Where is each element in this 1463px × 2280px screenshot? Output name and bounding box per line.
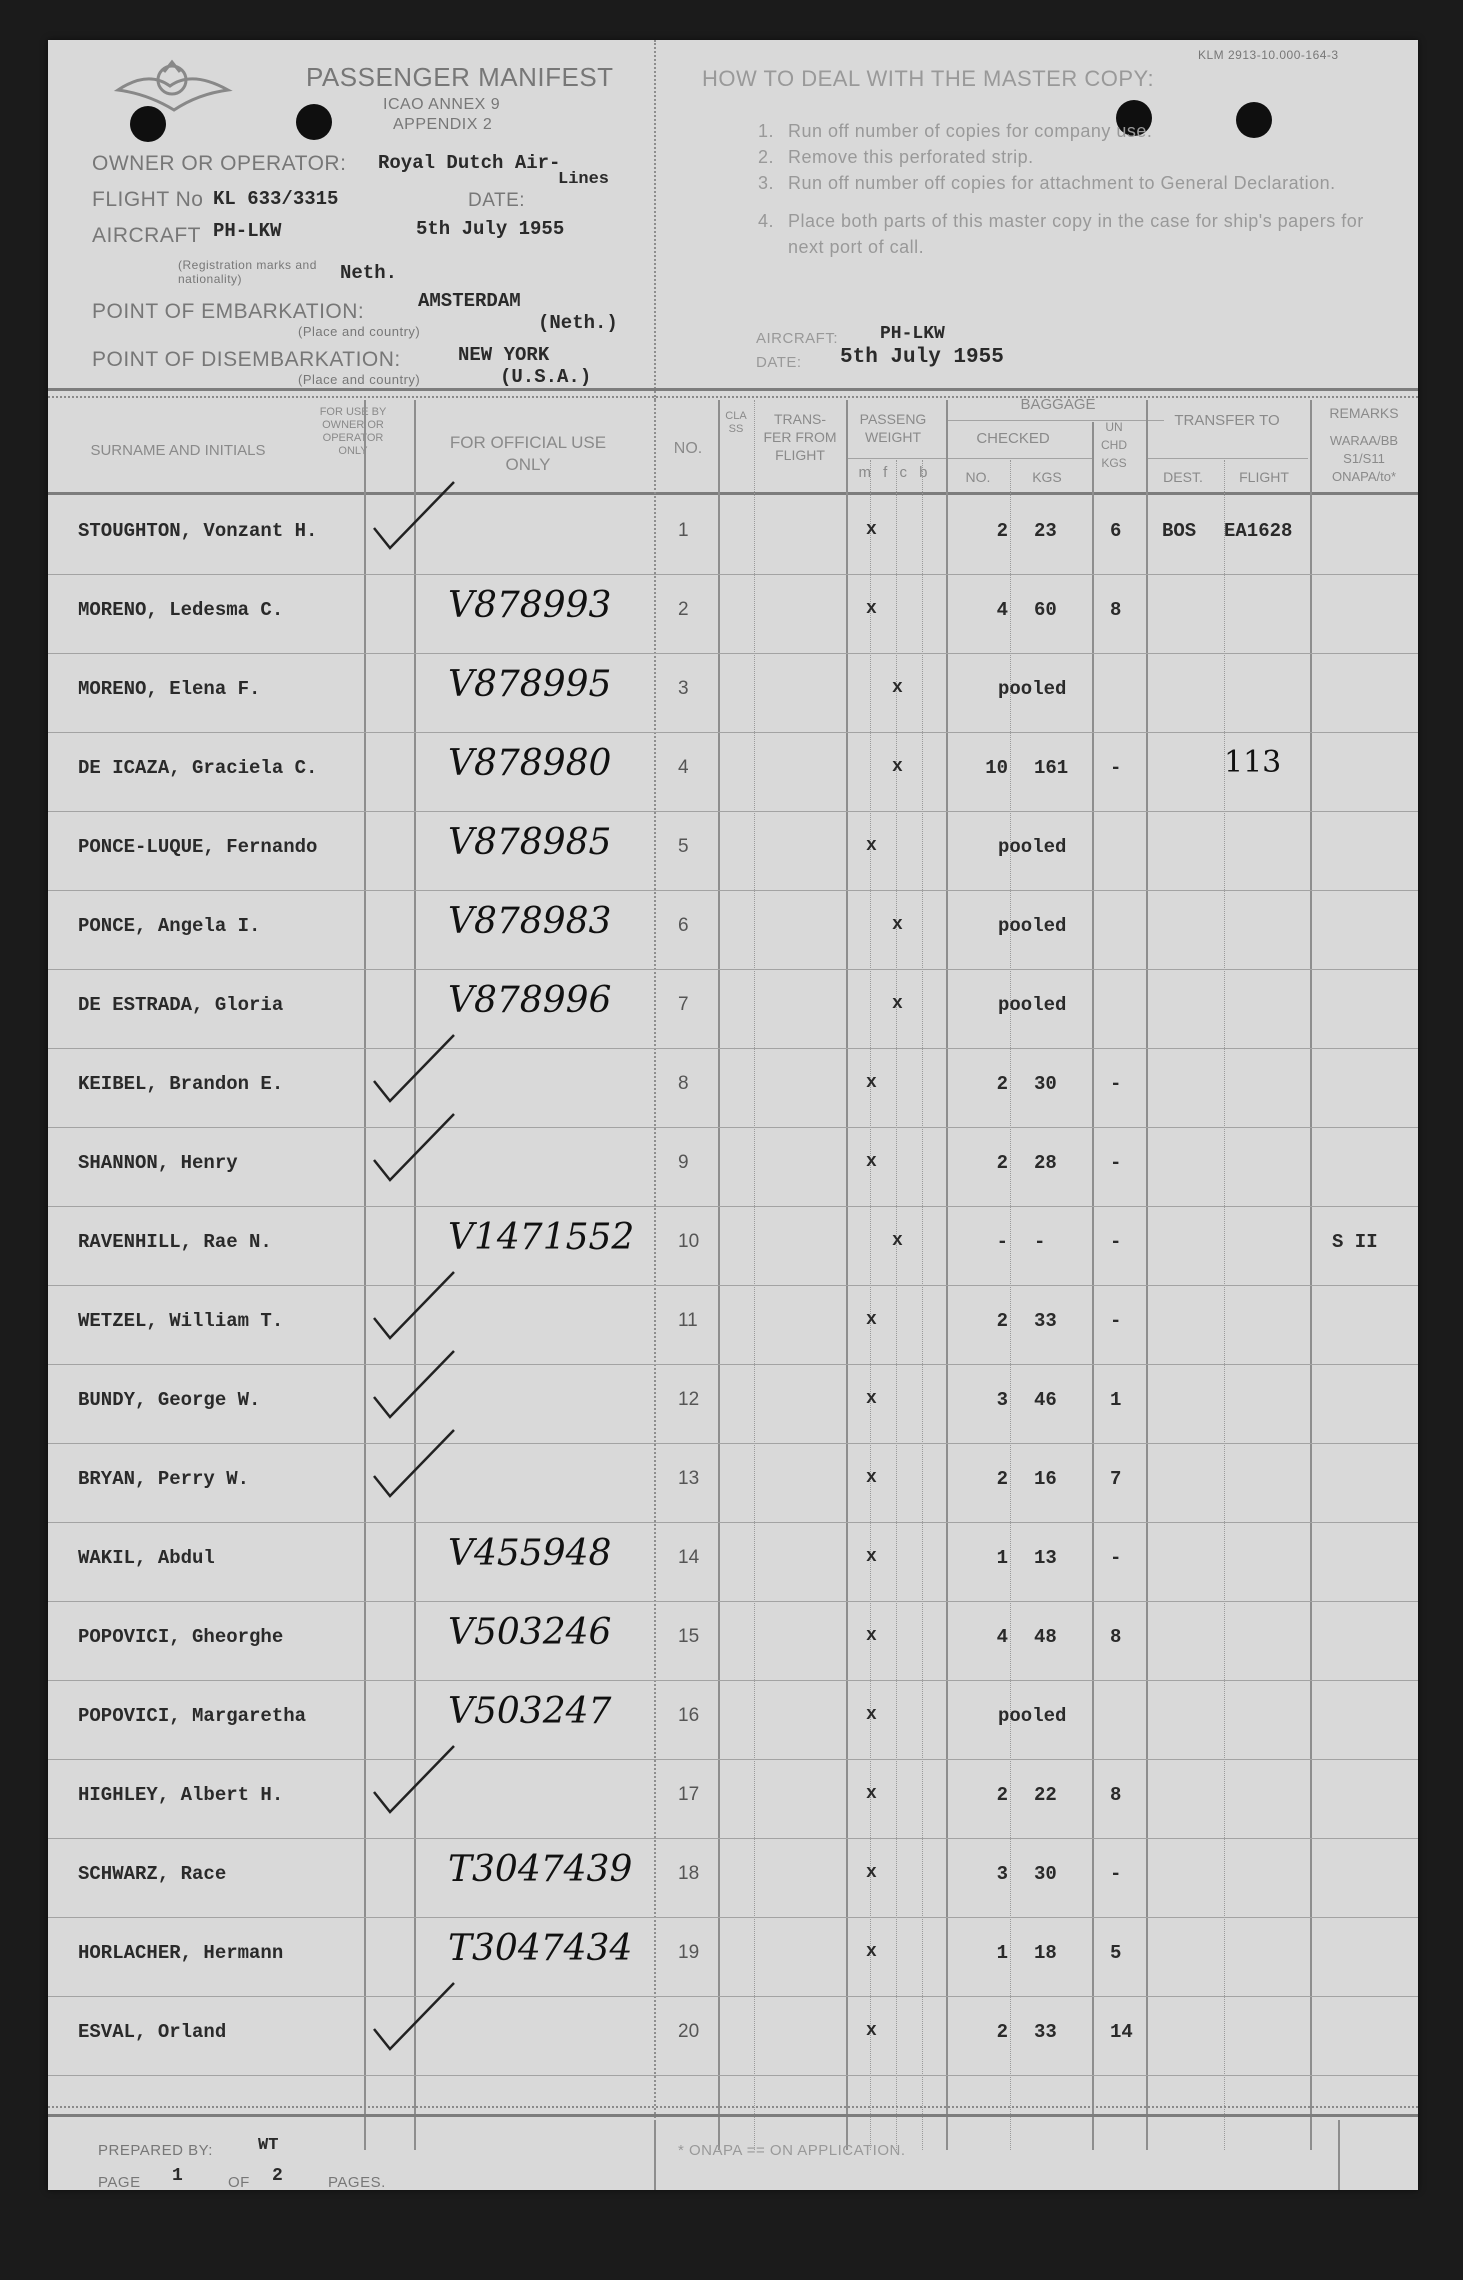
col-transfer-to: TRANSFER TO — [1174, 412, 1280, 429]
page-number: 1 — [172, 2166, 183, 2186]
passport-number: V503246 — [448, 1612, 612, 1653]
table-row — [48, 1128, 1418, 1207]
unchecked-kgs: 6 — [1110, 520, 1122, 542]
weight-mark: x — [866, 1705, 877, 1725]
table-row — [48, 496, 1418, 575]
weight-mark: x — [866, 1863, 877, 1883]
disembarkation-label: POINT OF DISEMBARKATION: — [92, 348, 401, 371]
baggage-count: 2 — [996, 1310, 1008, 1332]
baggage-count: 4 — [996, 599, 1008, 621]
baggage-count: 2 — [996, 1152, 1008, 1174]
col-dest: DEST. — [1163, 469, 1203, 485]
unchecked-kgs: - — [1110, 757, 1122, 779]
col-checked-number: NO. — [965, 469, 991, 485]
instructions-date-label: DATE: — [756, 354, 802, 371]
table-row — [48, 1286, 1418, 1365]
embarkation-country: (Neth.) — [538, 312, 618, 334]
remarks-code: S II — [1332, 1231, 1378, 1253]
owner-value-continued: Lines — [558, 170, 610, 189]
unchecked-kgs: 7 — [1110, 1468, 1122, 1490]
table-row — [48, 654, 1418, 733]
passport-number: T3047439 — [448, 1849, 633, 1890]
weight-mark: x — [866, 1626, 877, 1646]
weight-mark: x — [892, 1231, 903, 1251]
passenger-number: 3 — [678, 678, 689, 699]
passport-number: V878996 — [448, 980, 612, 1021]
table-row — [48, 733, 1418, 812]
nationality-value: Neth. — [340, 262, 398, 284]
passenger-name: RAVENHILL, Rae N. — [78, 1231, 272, 1253]
col-checked: CHECKED — [976, 430, 1050, 447]
aircraft-registration: PH-LKW — [213, 220, 282, 242]
col-passenger-weight: PASSENG WEIGHT — [859, 411, 927, 445]
registration-note: (Registration marks and nationality) — [178, 258, 317, 286]
weight-mark: x — [866, 1784, 877, 1804]
owner-label: OWNER OR OPERATOR: — [92, 152, 347, 175]
baggage-count: 10 — [985, 757, 1008, 779]
table-row — [48, 1839, 1418, 1918]
weight-mark: x — [866, 1152, 877, 1172]
unchecked-kgs: - — [1110, 1310, 1122, 1332]
passenger-number: 6 — [678, 915, 689, 936]
baggage-kgs: pooled — [998, 678, 1067, 700]
baggage-count: 3 — [996, 1389, 1008, 1411]
passenger-number: 14 — [678, 1547, 700, 1568]
col-weight-subcolumns: m f c b — [858, 464, 928, 481]
passport-number: V878980 — [448, 743, 612, 784]
passport-number: V878995 — [448, 664, 612, 705]
table-row — [48, 1207, 1418, 1286]
baggage-kgs: 13 — [1034, 1547, 1057, 1569]
passenger-number: 20 — [678, 2021, 700, 2042]
unchecked-kgs: 8 — [1110, 599, 1122, 621]
baggage-count: 2 — [996, 1073, 1008, 1095]
baggage-kgs: 16 — [1034, 1468, 1057, 1490]
baggage-kgs: 48 — [1034, 1626, 1057, 1648]
passenger-number: 7 — [678, 994, 689, 1015]
passenger-name: KEIBEL, Brandon E. — [78, 1073, 284, 1095]
weight-mark: x — [866, 1389, 877, 1409]
owner-value: Royal Dutch Air- — [378, 152, 561, 174]
disembarkation-country: (U.S.A.) — [500, 366, 592, 388]
passenger-name: BRYAN, Perry W. — [78, 1468, 250, 1490]
table-row — [48, 812, 1418, 891]
baggage-count: - — [996, 1231, 1008, 1253]
instruction-item: 2. Remove this perforated strip. — [758, 147, 1034, 167]
col-class: CLASS — [725, 410, 747, 435]
weight-mark: x — [892, 678, 903, 698]
col-surname: SURNAME AND INITIALS — [90, 442, 266, 459]
place-note: (Place and country) — [298, 372, 421, 387]
perforation-line — [654, 40, 656, 400]
appendix: APPENDIX 2 — [393, 116, 493, 133]
aircraft-label: AIRCRAFT — [92, 224, 201, 247]
page-label: PAGE — [98, 2174, 141, 2190]
baggage-kgs: 28 — [1034, 1152, 1057, 1174]
passenger-name: PONCE-LUQUE, Fernando — [78, 836, 318, 858]
passenger-name: ESVAL, Orland — [78, 2021, 227, 2043]
weight-mark: x — [866, 1468, 877, 1488]
passenger-name: HORLACHER, Hermann — [78, 1942, 284, 1964]
baggage-count: 2 — [996, 1468, 1008, 1490]
passenger-name: SHANNON, Henry — [78, 1152, 238, 1174]
manifest-page — [48, 40, 1418, 2190]
passenger-name: SCHWARZ, Race — [78, 1863, 227, 1885]
col-official-use: FOR OFFICIAL USE ONLY — [449, 433, 607, 474]
weight-mark: x — [866, 2021, 877, 2041]
baggage-kgs: pooled — [998, 915, 1067, 937]
passenger-number: 4 — [678, 757, 689, 778]
flight-number: KL 633/3315 — [213, 188, 339, 210]
passenger-name: BUNDY, George W. — [78, 1389, 261, 1411]
transfer-destination: BOS — [1162, 520, 1197, 542]
passenger-name: DE ICAZA, Graciela C. — [78, 757, 318, 779]
table-row — [48, 970, 1418, 1049]
baggage-count: 1 — [996, 1547, 1008, 1569]
manifest-title: PASSENGER MANIFEST — [306, 62, 614, 92]
weight-mark: x — [866, 1547, 877, 1567]
baggage-kgs: 33 — [1034, 2021, 1057, 2043]
passport-number: V878993 — [448, 585, 612, 626]
passport-number: T3047434 — [448, 1928, 633, 1969]
col-number: NO. — [673, 440, 703, 457]
baggage-kgs: pooled — [998, 1705, 1067, 1727]
col-baggage: BAGGAGE — [1020, 396, 1096, 413]
header-rule — [48, 388, 1418, 391]
unchecked-kgs: - — [1110, 1073, 1122, 1095]
col-unchecked-kgs: UN CHD KGS — [1101, 420, 1127, 470]
passenger-number: 19 — [678, 1942, 700, 1963]
passenger-name: MORENO, Ledesma C. — [78, 599, 284, 621]
baggage-kgs: pooled — [998, 836, 1067, 858]
passenger-name: WETZEL, William T. — [78, 1310, 284, 1332]
instructions-aircraft-label: AIRCRAFT: — [756, 330, 839, 347]
date-label: DATE: — [468, 190, 526, 211]
checkmark-icon — [368, 1266, 458, 1346]
passport-number: V878983 — [448, 901, 612, 942]
passenger-number: 2 — [678, 599, 689, 620]
passenger-number: 11 — [678, 1310, 698, 1331]
baggage-kgs: 18 — [1034, 1942, 1057, 1964]
passport-number: V503247 — [448, 1691, 612, 1732]
checkmark-icon — [368, 1424, 458, 1504]
instruction-item: 4. Place both parts of this master copy in the case for ship's papers for next port of call. — [758, 211, 1364, 257]
weight-mark: x — [866, 520, 877, 540]
unchecked-kgs: 1 — [1110, 1389, 1122, 1411]
table-row — [48, 1049, 1418, 1128]
checkmark-icon — [368, 1029, 458, 1109]
of-label: OF — [228, 2174, 250, 2190]
baggage-kgs: 161 — [1034, 757, 1069, 779]
checkmark-icon — [368, 1108, 458, 1188]
weight-mark: x — [866, 1073, 877, 1093]
col-transfer-from: TRANS-FER FROM FLIGHT — [763, 411, 837, 463]
passenger-number: 1 — [678, 520, 689, 541]
checkmark-icon — [368, 1345, 458, 1425]
baggage-count: 3 — [996, 1863, 1008, 1885]
col-remarks-codes: WARAA/BB S1/S11 ONAPA/to* — [1329, 433, 1399, 484]
baggage-count: 4 — [996, 1626, 1008, 1648]
baggage-kgs: 46 — [1034, 1389, 1057, 1411]
passenger-number: 8 — [678, 1073, 689, 1094]
passenger-number: 9 — [678, 1152, 689, 1173]
checkmark-icon — [368, 1740, 458, 1820]
table-row — [48, 575, 1418, 654]
passenger-number: 16 — [678, 1705, 700, 1726]
passenger-name: MORENO, Elena F. — [78, 678, 261, 700]
table-row — [48, 1681, 1418, 1760]
table-row — [48, 1997, 1418, 2076]
instruction-item: 3. Run off number off copies for attachment to General Declaration. — [758, 173, 1336, 193]
unchecked-kgs: - — [1110, 1547, 1122, 1569]
col-checked-kgs: KGS — [1032, 469, 1062, 485]
unchecked-kgs: - — [1110, 1231, 1122, 1253]
unchecked-kgs: 8 — [1110, 1626, 1122, 1648]
unchecked-kgs: - — [1110, 1863, 1122, 1885]
table-row — [48, 1602, 1418, 1681]
passenger-name: PONCE, Angela I. — [78, 915, 261, 937]
weight-mark: x — [892, 994, 903, 1014]
place-note: (Place and country) — [298, 324, 421, 339]
col-remarks: REMARKS — [1329, 405, 1399, 421]
baggage-count: 1 — [996, 1942, 1008, 1964]
weight-mark: x — [866, 599, 877, 619]
passenger-number: 13 — [678, 1468, 700, 1489]
passenger-name: POPOVICI, Margaretha — [78, 1705, 307, 1727]
pages-label: PAGES. — [328, 2174, 386, 2190]
passenger-name: STOUGHTON, Vonzant H. — [78, 520, 318, 542]
punch-hole — [296, 104, 332, 140]
unchecked-kgs: 5 — [1110, 1942, 1122, 1964]
instructions-title: HOW TO DEAL WITH THE MASTER COPY: — [702, 66, 1155, 91]
passport-number: V1471552 — [448, 1217, 635, 1258]
total-pages: 2 — [272, 2166, 283, 2186]
table-row — [48, 1918, 1418, 1997]
onapa-note: * ONAPA == ON APPLICATION. — [678, 2142, 906, 2159]
baggage-count: 2 — [996, 2021, 1008, 2043]
disembarkation-city: NEW YORK — [458, 344, 550, 366]
checkmark-icon — [368, 476, 458, 556]
table-row — [48, 1760, 1418, 1839]
baggage-count: 2 — [996, 520, 1008, 542]
baggage-kgs: 60 — [1034, 599, 1057, 621]
unchecked-kgs: 14 — [1110, 2021, 1133, 2043]
passenger-name: POPOVICI, Gheorghe — [78, 1626, 284, 1648]
unchecked-kgs: - — [1110, 1152, 1122, 1174]
passport-number: V455948 — [448, 1533, 612, 1574]
weight-mark: x — [892, 915, 903, 935]
instructions-aircraft-value: PH-LKW — [880, 324, 945, 344]
baggage-kgs: 23 — [1034, 520, 1057, 542]
embarkation-label: POINT OF EMBARKATION: — [92, 300, 365, 323]
table-row — [48, 1523, 1418, 1602]
baggage-kgs: pooled — [998, 994, 1067, 1016]
passenger-name: WAKIL, Abdul — [78, 1547, 215, 1569]
passenger-name: HIGHLEY, Albert H. — [78, 1784, 284, 1806]
table-row — [48, 1365, 1418, 1444]
col-owner-use: FOR USE BY OWNER OR OPERATOR ONLY — [319, 406, 387, 457]
baggage-kgs: 22 — [1034, 1784, 1057, 1806]
flight-label: FLIGHT No — [92, 188, 204, 211]
header-rule-dotted — [48, 396, 1418, 398]
transfer-flight: 113 — [1224, 745, 1282, 780]
klm-crown-logo-icon — [108, 50, 238, 130]
passenger-table — [48, 496, 1418, 2096]
prepared-by-label: PREPARED BY: — [98, 2142, 213, 2159]
baggage-count: 2 — [996, 1784, 1008, 1806]
weight-mark: x — [892, 757, 903, 777]
passenger-number: 18 — [678, 1863, 700, 1884]
baggage-kgs: 33 — [1034, 1310, 1057, 1332]
passenger-number: 12 — [678, 1389, 700, 1410]
transfer-flight: EA1628 — [1224, 520, 1293, 542]
instructions-date-value: 5th July 1955 — [840, 346, 1004, 369]
instruction-item: 1. Run off number of copies for company use. — [758, 121, 1153, 141]
weight-mark: x — [866, 1942, 877, 1962]
icao-annex: ICAO ANNEX 9 — [383, 96, 501, 113]
baggage-kgs: - — [1034, 1231, 1046, 1253]
table-row — [48, 1444, 1418, 1523]
passenger-number: 5 — [678, 836, 689, 857]
baggage-kgs: 30 — [1034, 1863, 1057, 1885]
passenger-name: DE ESTRADA, Gloria — [78, 994, 284, 1016]
passenger-number: 15 — [678, 1626, 700, 1647]
weight-mark: x — [866, 836, 877, 856]
date-value: 5th July 1955 — [416, 218, 565, 240]
weight-mark: x — [866, 1310, 877, 1330]
baggage-kgs: 30 — [1034, 1073, 1057, 1095]
passport-number: V878985 — [448, 822, 612, 863]
unchecked-kgs: 8 — [1110, 1784, 1122, 1806]
table-row — [48, 891, 1418, 970]
passenger-number: 10 — [678, 1231, 700, 1252]
embarkation-city: AMSTERDAM — [418, 290, 521, 312]
prepared-by-value: WT — [258, 2136, 279, 2155]
form-reference-number: KLM 2913-10.000-164-3 — [1198, 48, 1339, 62]
instructions-list — [758, 118, 1398, 260]
col-flight: FLIGHT — [1239, 469, 1289, 485]
checkmark-icon — [368, 1977, 458, 2057]
passenger-number: 17 — [678, 1784, 700, 1805]
